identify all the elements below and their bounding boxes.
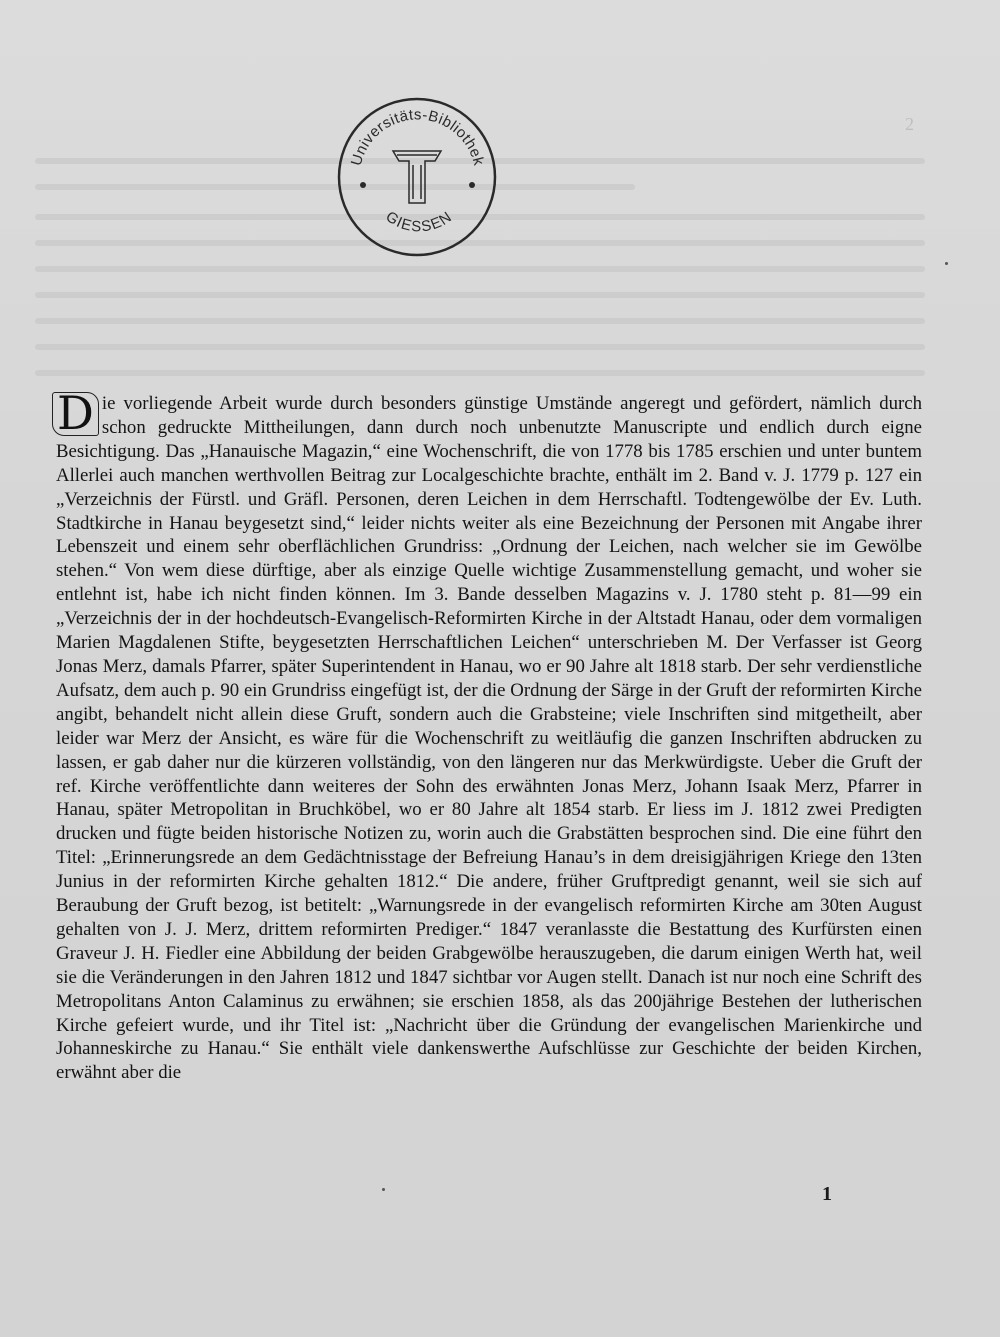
stamp-text-top: Universitäts-Bibliothek [347,106,488,168]
bleed-through-line [35,370,925,376]
stamp-dot-right [469,182,475,188]
bleed-through-line [35,292,925,298]
page-number: 1 [822,1183,832,1205]
bleed-through-line [35,266,925,272]
body-paragraph [56,386,922,1085]
stamp-dot-left [360,182,366,188]
speck-mark [382,1188,385,1191]
speck-mark [945,262,948,265]
cross-emblem-icon [393,151,441,203]
library-stamp [335,95,500,260]
body-text-content: ie vorliegende Arbeit wurde durch besonders günstige Umstände angeregt und gefördert, nämlich durch schon gedruckte Mittheilungen, dann durch noch unbenutzte Manuscripte und endlich durch eigne Besichtigung. Das „Hanauische Magazin,“ eine Wochenschrift, die von 1778 bis 1785 erschien und unter buntem Allerlei auch manchen werthvollen Beitrag zur Localgeschichte brachte, enthält im 2. Band v. J. 1779 p. 127 ein „Verzeichnis der Fürstl. und Gräfl. Personen, deren Leichen in dem Herrschaftl. Todtengewölbe der Ev. Luth. Stadtkirche in Hanau beygesetzt sind,“ leider nichts weiter als eine Bezeichnung der Personen mit Angabe ihrer Lebenszeit und einem sehr oberflächlichen Grundriss: „Ordnung der Leichen, nach welcher sie im Gewölbe stehen.“ Von wem diese dürftige, aber als einzige Quelle wichtige Zusammenstellung gemacht, und woher sie entlehnt ist, habe ich nicht finden können. Im 3. Bande desselben Magazins v. J. 1780 steht p. 81—99 ein „Verzeichnis der in der hochdeutsch-Evangelisch-Reformirten Kirche in der Altstadt Hanau, oder dem vormaligen Marien Magdalenen Stifte, beygesetzten Herrschaftlichen Leichen“ unterschrieben M. Der Verfasser ist Georg Jonas Merz, damals Pfarrer, später Superintendent in Hanau, wo er 90 Jahre alt 1818 starb. Der sehr verdienstliche Aufsatz, dem auch p. 90 ein Grundriss eingefügt ist, der die Ordnung der Särge in der Gruft der reformirten Kirche angibt, behandelt nicht allein diese Gruft, sondern auch die Grabsteine; viele Inschriften sind mitgetheilt, aber leider war Merz der Ansicht, es wäre für die Wochenschrift zu weitläufig die ganzen Inschriften abdrucken zu lassen, er gab daher nur die kürzeren vollständig, von den längeren nur das Merkwürdigste. Ueber die Gruft der ref. Kirche veröffentlichte dann weiteres der Sohn des erwähnten Jonas Merz, Johann Isaak Merz, Pfarrer in Hanau, später Metropolitan in Bruchköbel, wo er 80 Jahre alt 1854 starb. Er liess im J. 1812 zwei Predigten drucken und fügte beiden historische Notizen zu, worin auch die Grabstätten besprochen sind. Die eine führt den Titel: „Erinnerungsrede an dem Gedächtnisstage der Befreiung Hanau’s in dem dreisigjährigen Kriege den 13ten Junius in der reformirten Kirche gehalten 1812.“ Die andere, früher Gruftpredigt genannt, weil sie sich auf Beraubung der Gruft bezog, ist betitelt: „Warnungsrede in der evangelisch reformirten Kirche am 30ten August gehalten von J. J. Merz, drittem reformirten Prediger.“ 1847 veranlasste die Bestattung des Kurfürsten einen Graveur J. H. Fiedler eine Abbildung der beiden Grabgewölbe herauszugeben, die darum einigen Werth hat, weil sie die Veränderungen in den Jahren 1812 und 1847 sichtbar vor Augen stellt. Danach ist nur noch eine Schrift des Metropolitans Anton Calaminus zu erwähnen; sie erschien 1858, als das 200jährige Bestehen der lutherischen Kirche gefeiert wurde, und ihr Titel ist: „Nachricht über die Gründung der evangelischen Marienkirche und Johanneskirche zu Hanau.“ Sie enthält viele dankenswerthe Aufschlüsse zur Geschichte der beiden Kirchen, erwähnt aber die [56,393,922,1084]
bleed-through-line [35,318,925,324]
svg-text:GIESSEN [383,208,456,235]
stamp-text-bottom: GIESSEN [382,208,456,236]
bleed-through-page-number: 2 [905,114,914,134]
bleed-through-line [35,344,925,350]
decorated-initial: D [52,392,99,436]
